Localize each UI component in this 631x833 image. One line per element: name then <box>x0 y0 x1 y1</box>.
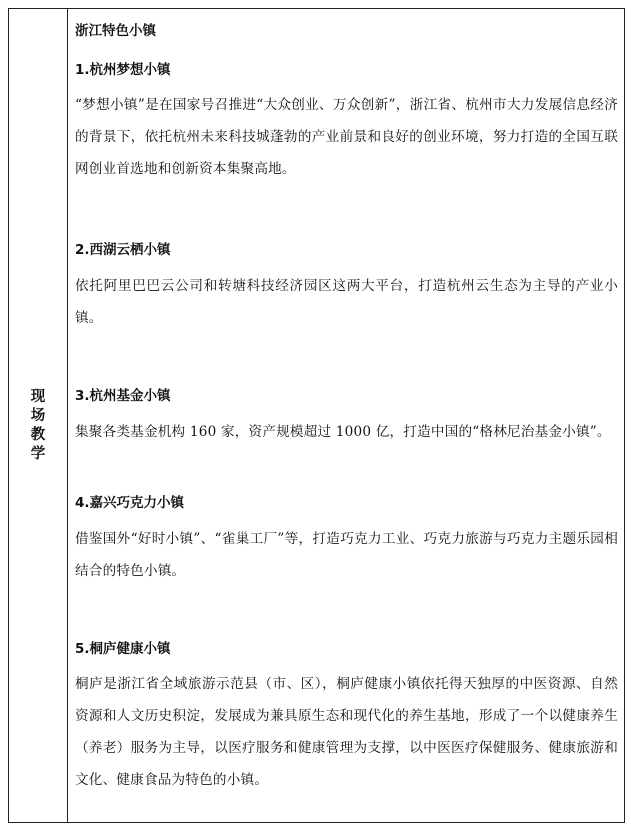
main-title: 浙江特色小镇 <box>75 23 156 39</box>
section-heading: 5.桐庐健康小镇 <box>75 641 171 657</box>
section-paragraph: 借鉴国外“好时小镇”、“雀巢工厂”等，打造巧克力工业、巧克力旅游与巧克力主题乐园相结合的特色小镇。 <box>75 531 618 579</box>
content-cell <box>68 9 624 822</box>
itinerary-table <box>8 8 625 823</box>
section-paragraph: “梦想小镇”是在国家号召推进“大众创业、万众创新”，浙江省、杭州市大力发展信息经济的背景下，依托杭州未来科技城蓬勃的产业前景和良好的创业环境，努力打造的全国互联网创业首选地和创新资本集聚高地。 <box>75 97 618 177</box>
section-heading: 2.西湖云栖小镇 <box>75 242 171 258</box>
section-paragraph: 依托阿里巴巴云公司和转塘科技经济园区这两大平台，打造杭州云生态为主导的产业小镇。 <box>75 278 618 326</box>
row-label: 现场教学 <box>30 388 46 462</box>
section-paragraph: 集聚各类基金机构 160 家，资产规模超过 1000 亿，打造中国的“格林尼治基金小镇”。 <box>75 424 611 440</box>
section-heading: 1.杭州梦想小镇 <box>75 62 171 78</box>
row-label-cell <box>9 9 68 822</box>
section-heading: 4.嘉兴巧克力小镇 <box>75 495 185 511</box>
section-heading: 3.杭州基金小镇 <box>75 388 171 404</box>
section-paragraph: 桐庐是浙江省全域旅游示范县（市、区），桐庐健康小镇依托得天独厚的中医资源、自然资源和人文历史积淀，发展成为兼具原生态和现代化的养生基地，形成了一个以健康养生（养老）服务为主导，以医疗服务和健康管理为支撑，以中医医疗保健服务、健康旅游和文化、健康食品为特色的小镇。 <box>75 676 618 788</box>
